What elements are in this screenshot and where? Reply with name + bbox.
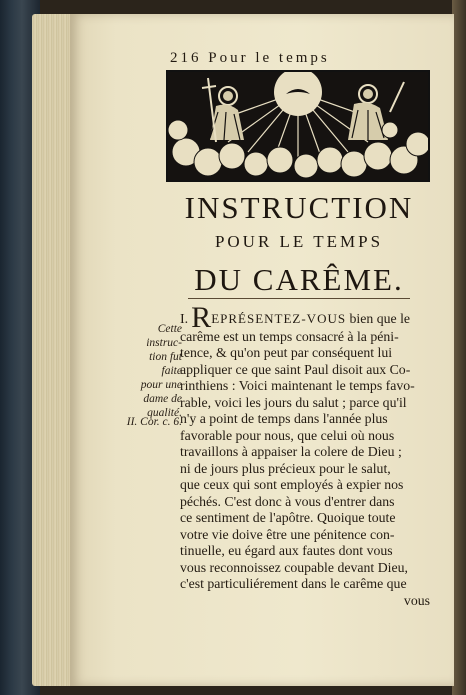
first-word: EPRÉSENTEZ-VOUS xyxy=(211,311,347,326)
title-pour-le-temps: POUR LE TEMPS xyxy=(214,232,384,251)
catchword: vous xyxy=(403,592,430,608)
body-line: rinthiens : Voici maintenant le temps favo- xyxy=(180,378,415,393)
margin-note-line: qualité. xyxy=(147,407,182,419)
section-number: I. xyxy=(180,312,189,327)
woodcut-illustration xyxy=(166,70,430,182)
drop-cap: R xyxy=(191,301,212,334)
margin-note-line: Cette xyxy=(157,323,182,335)
body-line: tence, & qu'on peut par conséquent lui xyxy=(180,345,393,360)
body-line: ni de jours plus précieux pour le salut, xyxy=(180,460,391,476)
body-line-first xyxy=(180,301,430,334)
body-line: que ceux qui sont employés à expier nos xyxy=(180,477,404,492)
title-instruction: INSTRUCTION xyxy=(184,190,414,225)
body-line: carême est un temps consacré à la péni- xyxy=(180,328,399,344)
body-line: ce sentiment de l'apôtre. Quoique toute xyxy=(180,510,396,525)
body-line: c'est particuliérement dans le carême que xyxy=(180,576,407,591)
margin-note-line: faite xyxy=(161,365,182,377)
margin-note-line: dame de xyxy=(143,393,182,405)
margin-note xyxy=(112,322,182,420)
body-line: tinuelle, eu égard aux fautes dont vous xyxy=(180,543,393,558)
body-line: travaillons à appaiser la colere de Dieu ; xyxy=(180,444,402,459)
body-text xyxy=(180,301,430,609)
body-line: appliquer ce que saint Paul disoit aux Co- xyxy=(180,361,411,377)
body-line: péchés. C'est donc à vous d'entrer dans xyxy=(180,493,395,509)
running-head: 216 Pour le temps xyxy=(170,50,330,66)
body-line: vous reconnoissez coupable devant Dieu, xyxy=(180,559,408,575)
woodcut-image xyxy=(168,72,428,180)
margin-note-line: instruc- xyxy=(146,337,182,349)
margin-note-line: tion fut xyxy=(149,351,182,363)
body-line: n'y a point de temps dans l'année plus xyxy=(180,411,388,426)
body-line: favorable pour nous, que celui où nous xyxy=(180,427,395,443)
margin-note-line: pour une xyxy=(140,379,182,391)
body-line: bien que le xyxy=(346,311,411,326)
body-line: votre vie doive être une pénitence con- xyxy=(180,526,395,542)
margin-reference: II. Cor. c. 6. xyxy=(126,416,182,428)
book-edge-right xyxy=(452,0,466,695)
title-du-careme: DU CARÊME. xyxy=(194,262,404,297)
body-line: rable, voici les jours du salut ; parce qu'il xyxy=(180,394,407,410)
title-rule xyxy=(188,298,410,299)
